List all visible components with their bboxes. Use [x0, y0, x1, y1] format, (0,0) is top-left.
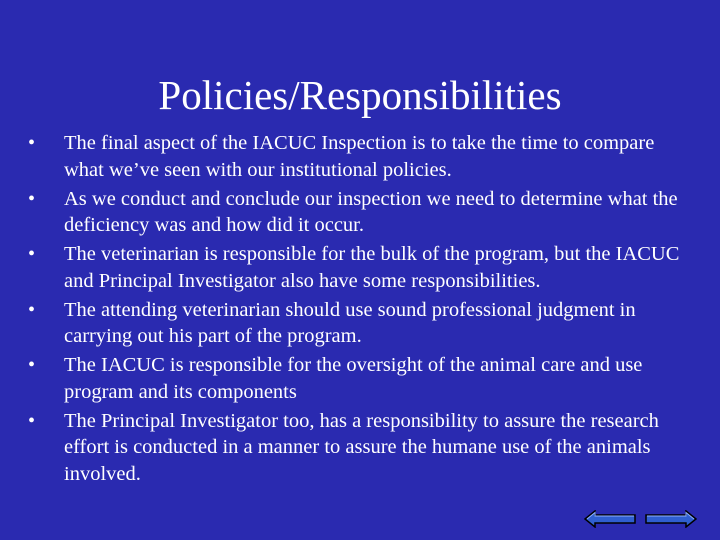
bullet-item [28, 297, 698, 350]
bullet-text: The Principal Investigator too, has a responsibility to assure the research effort is conducted in a manner to assure the humane use of the animals involved. [64, 409, 659, 485]
bullet-glyph: • [28, 187, 36, 210]
bullet-text: The IACUC is responsible for the oversight of the animal care and use program and its components [64, 354, 643, 403]
bullet-glyph: • [28, 354, 36, 376]
bullet-text: The attending veterinarian should use sound professional judgment in carrying out his part of the program. [64, 298, 636, 347]
slide-title: Policies/Responsibilities [158, 72, 562, 118]
bullet-glyph: • [28, 243, 36, 265]
left-arrow-icon [584, 510, 636, 528]
bullet-text: The veterinarian is responsible for the bulk of the program, but the IACUC and Principal Investigator also have some responsibilities. [64, 243, 680, 292]
bullet-text: The final aspect of the IACUC Inspection is to take the time to compare what we’ve seen with our institutional policies. [64, 132, 655, 181]
bullet-list [28, 130, 698, 490]
bullet-item [28, 241, 698, 294]
bullet-item [28, 130, 698, 183]
next-slide-button[interactable] [645, 510, 697, 528]
bullet-glyph: • [28, 132, 36, 154]
bullet-text: As we conduct and conclude our inspection we need to determine what the deficiency was and how did it occur. [64, 187, 678, 236]
right-arrow-icon [645, 510, 697, 528]
bullet-glyph: • [28, 298, 36, 321]
bullet-glyph: • [28, 409, 36, 432]
bullet-item [28, 186, 698, 239]
previous-slide-button[interactable] [584, 510, 636, 528]
bullet-item [28, 408, 698, 488]
bullet-item [28, 352, 698, 405]
